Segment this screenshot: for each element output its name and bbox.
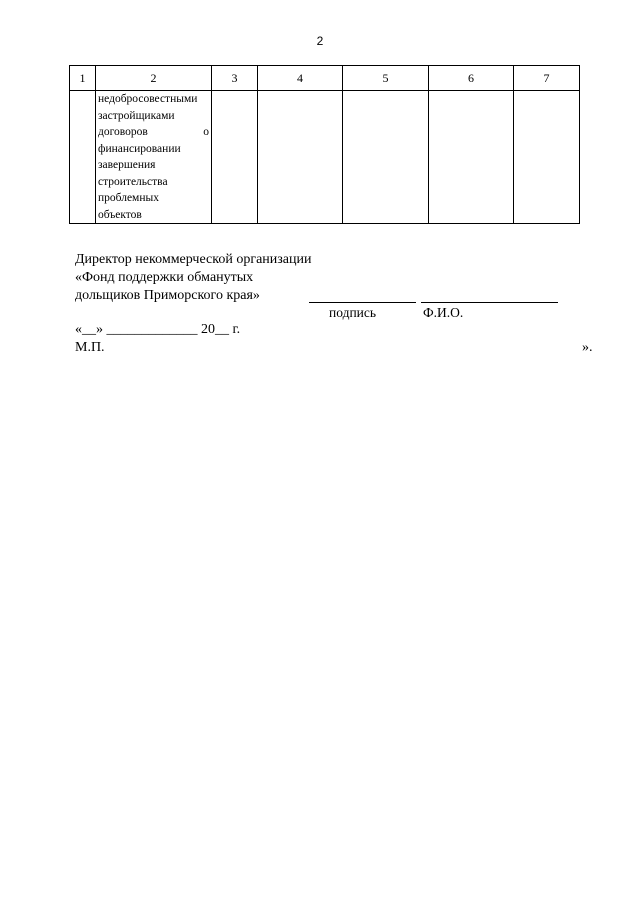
signatory-line: «Фонд поддержки обманутых: [75, 270, 254, 285]
closing-quote: ».: [582, 340, 593, 355]
cell-line: объектов: [98, 208, 142, 221]
cell-line: проблемных: [98, 192, 159, 204]
column-header-6: 6: [429, 66, 514, 91]
column-header-5: 5: [343, 66, 429, 91]
name-caption: Ф.И.О.: [423, 305, 464, 320]
table-cell-2: [96, 91, 212, 224]
signature-blank-line: [309, 302, 416, 303]
cell-line: финансировании: [98, 142, 181, 155]
data-table: [69, 65, 580, 224]
table-cell-3: [212, 91, 258, 224]
stamp-label: М.П.: [75, 340, 105, 355]
date-field: «__» _____________ 20__ г.: [75, 322, 241, 337]
signatory-line: дольщиков Приморского края»: [75, 288, 260, 303]
column-header-7: 7: [514, 66, 580, 91]
cell-word: о: [203, 126, 209, 138]
signatory-line: Директор некоммерческой организации: [75, 252, 312, 267]
cell-word: договоров: [98, 126, 148, 138]
table-cell-7: [514, 91, 580, 224]
name-blank-line: [421, 302, 558, 303]
table-cell-5: [343, 91, 429, 224]
column-header-1: 1: [70, 66, 96, 91]
table-row: [70, 91, 580, 224]
column-header-4: 4: [258, 66, 343, 91]
cell-description: [96, 91, 211, 223]
page-number: 2: [316, 34, 324, 48]
table-cell-6: [429, 91, 514, 224]
column-header-3: 3: [212, 66, 258, 91]
table-cell-1: [70, 91, 96, 224]
table-header-row: [70, 66, 580, 91]
cell-line: недобросовестными: [98, 93, 198, 105]
signatory-title: [75, 251, 311, 305]
table-cell-4: [258, 91, 343, 224]
cell-line: строительства: [98, 175, 168, 188]
cell-line-justified: [98, 124, 211, 141]
signature-caption: подпись: [329, 305, 377, 320]
cell-line: завершения: [98, 159, 156, 171]
column-header-2: 2: [96, 66, 212, 91]
cell-line: застройщиками: [98, 109, 175, 122]
